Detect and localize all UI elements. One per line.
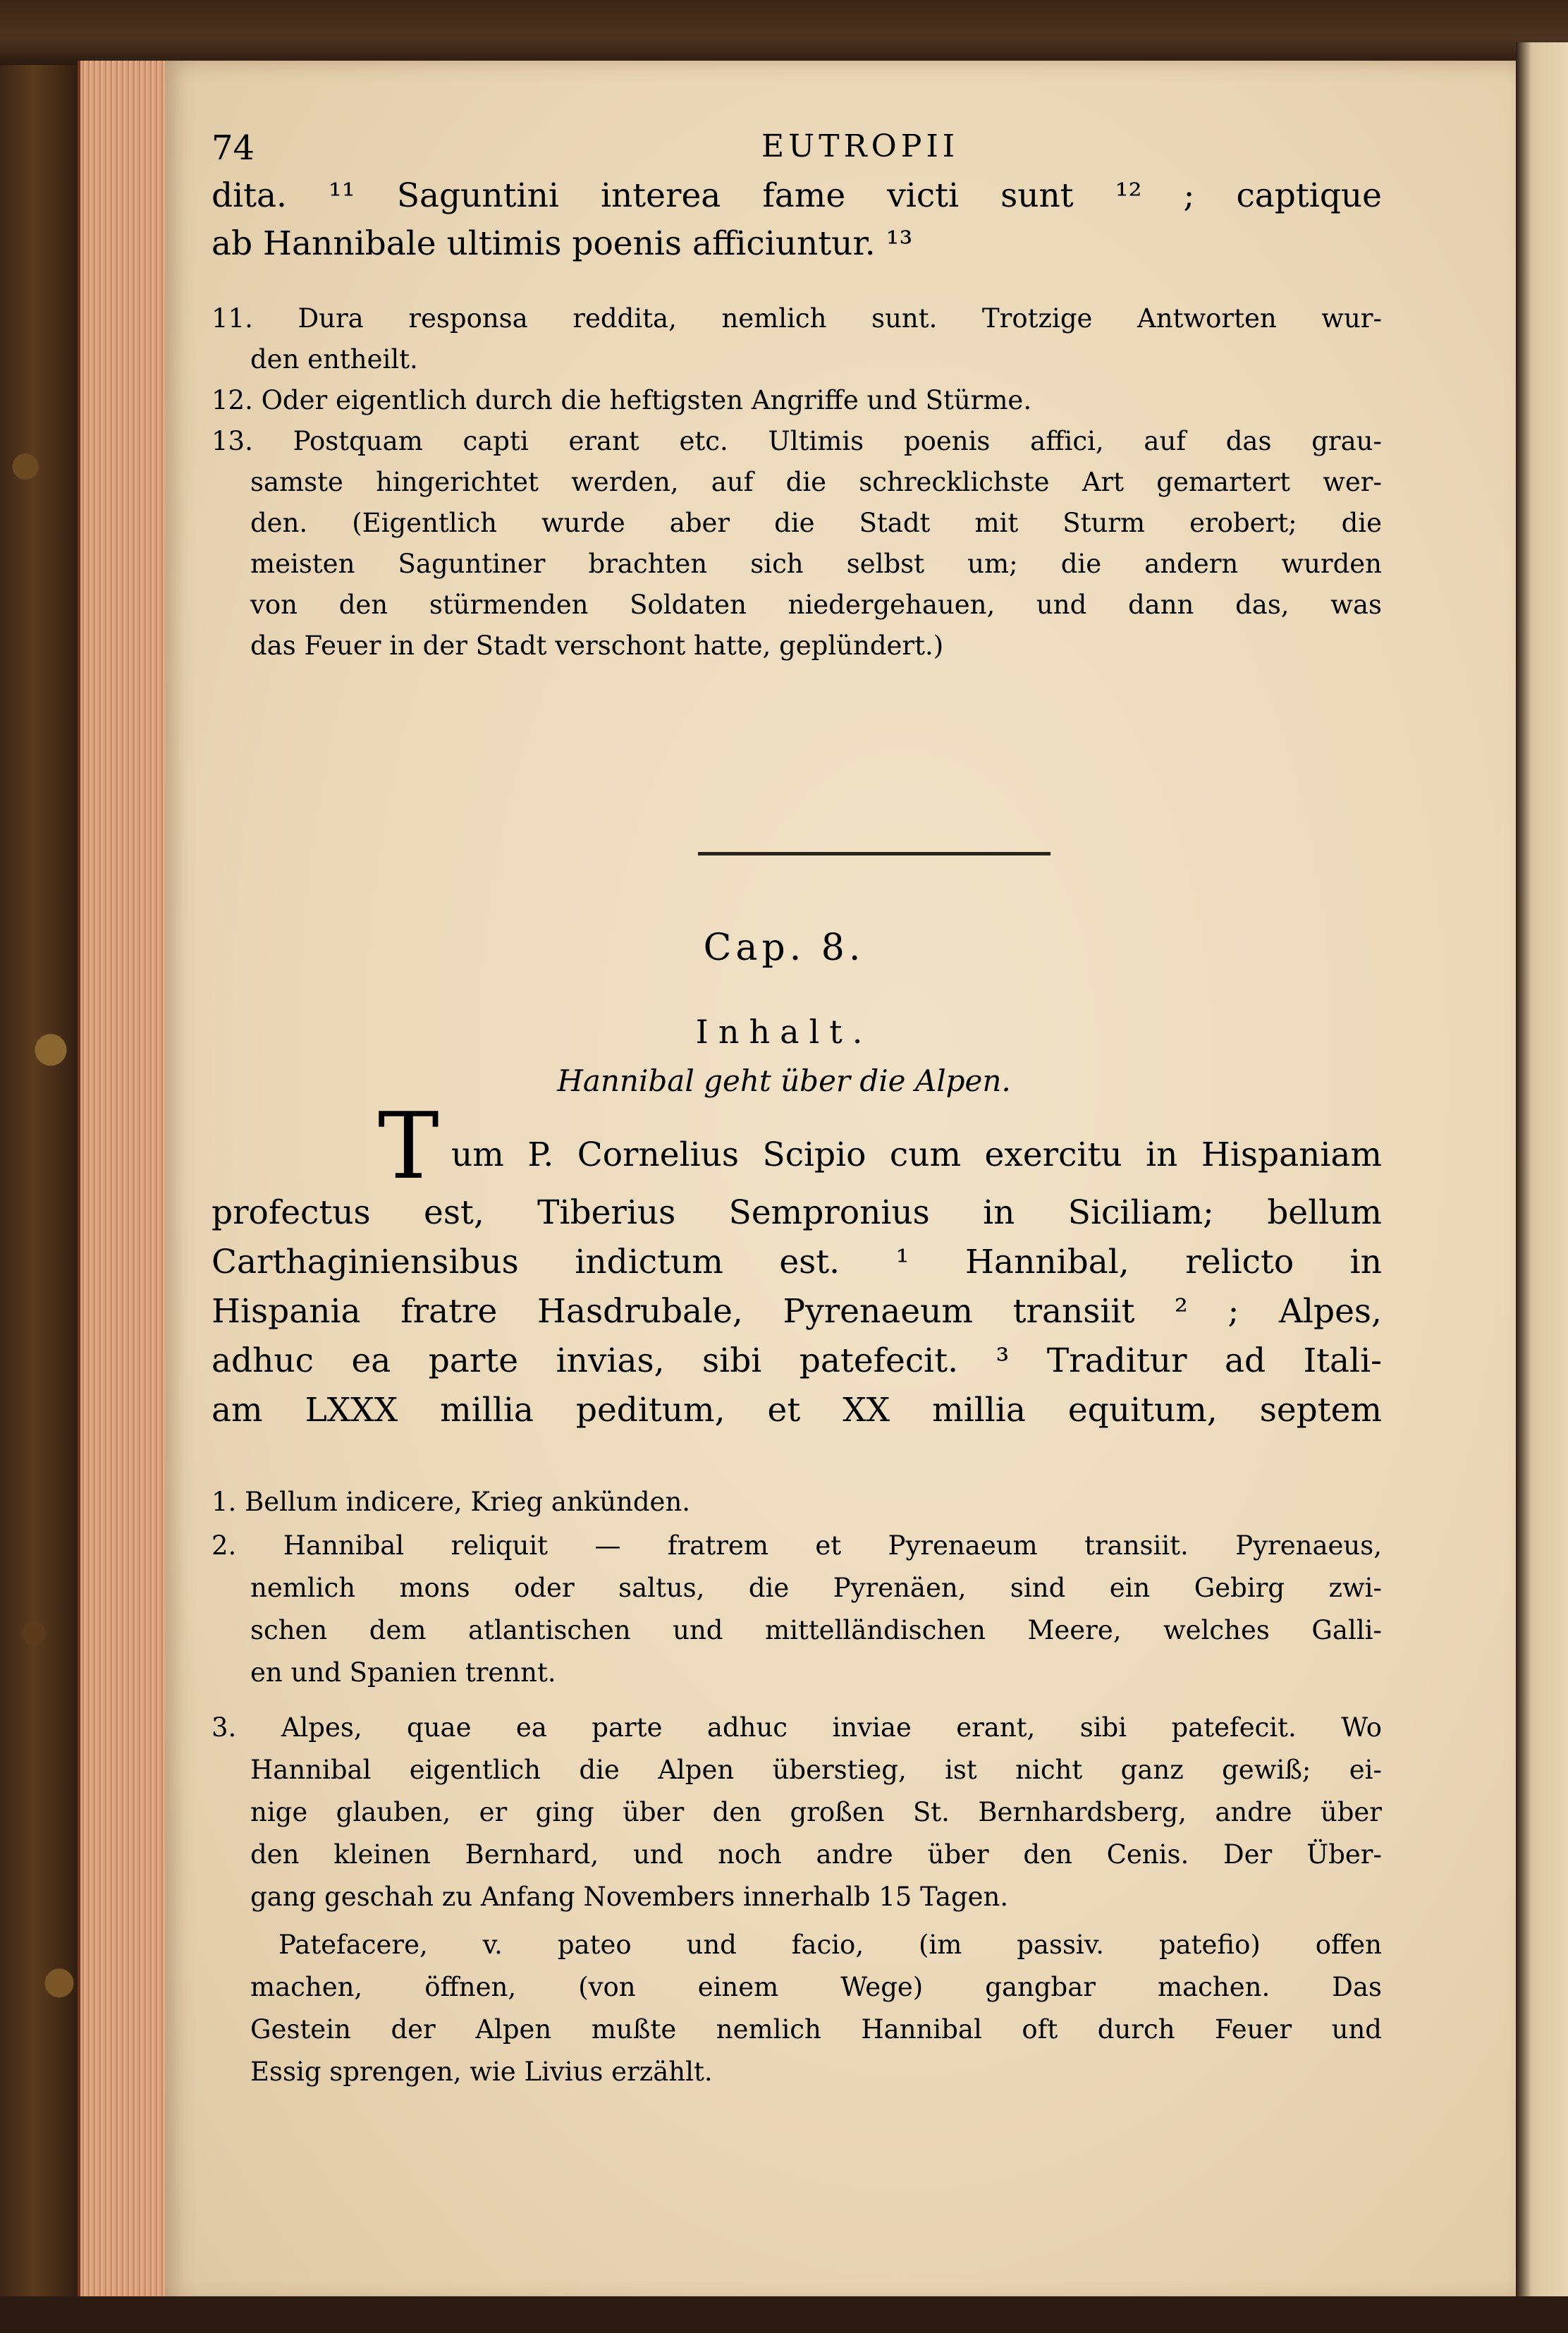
footnote-line: machen, öffnen, (von einem Wege) gangbar machen. Das	[250, 1972, 1382, 2002]
inhalt-label: Inhalt.	[695, 1013, 873, 1051]
body-line: am LXXX millia peditum, et XX millia equitum, septem	[212, 1391, 1382, 1430]
body-line: ab Hannibale ultimis poenis afficiuntur. ¹³	[212, 224, 913, 263]
page-number: 74	[212, 128, 255, 168]
footnote-line: Patefacere, v. pateo und facio, (im passiv. patefio) offen	[278, 1930, 1382, 1960]
footnote-line: nemlich mons oder saltus, die Pyrenäen, sind ein Gebirg zwi-	[250, 1573, 1382, 1603]
footnote-line: meisten Saguntiner brachten sich selbst um; die andern wurden	[250, 549, 1382, 579]
body-line: profectus est, Tiberius Sempronius in Siciliam; bellum	[212, 1193, 1382, 1232]
footnote-line: das Feuer in der Stadt verschont hatte, geplündert.)	[250, 631, 944, 661]
book-cover-edge	[0, 0, 85, 2333]
body-line: dita. ¹¹ Saguntini interea fame victi sunt ¹² ; captique	[212, 176, 1382, 215]
footnote-line: von den stürmenden Soldaten niedergehauen, und dann das, was	[250, 590, 1382, 620]
body-line: Carthaginiensibus indictum est. ¹ Hannibal, relicto in	[212, 1243, 1382, 1281]
footnote-line: 13. Postquam capti erant etc. Ultimis poenis affici, auf das grau-	[212, 426, 1382, 456]
footnote-line: en und Spanien trennt.	[250, 1657, 556, 1688]
footnote-line: Gestein der Alpen mußte nemlich Hannibal oft durch Feuer und	[250, 2014, 1382, 2045]
footnote-line: schen dem atlantischen und mittelländischen Meere, welches Galli-	[250, 1615, 1382, 1645]
footnote-line: Hannibal eigentlich die Alpen überstieg, ist nicht ganz gewiß; ei-	[250, 1755, 1382, 1785]
footnote-line: 2. Hannibal reliquit — fratrem et Pyrenaeum transiit. Pyrenaeus,	[212, 1530, 1382, 1561]
book-bottom-edge	[0, 2296, 1568, 2333]
footnote-line: Essig sprengen, wie Livius erzählt.	[250, 2057, 713, 2087]
footnote-line: den. (Eigentlich wurde aber die Stadt mit Sturm erobert; die	[250, 508, 1382, 538]
body-line: Hispania fratre Hasdrubale, Pyrenaeum transiit ² ; Alpes,	[212, 1292, 1382, 1331]
footnote-line: gang geschah zu Anfang Novembers innerhalb 15 Tagen.	[250, 1882, 1009, 1912]
body-line: adhuc ea parte invias, sibi patefecit. ³ Traditur ad Itali-	[212, 1341, 1382, 1380]
chapter-title: Cap. 8.	[703, 927, 865, 969]
running-head: EUTROPII	[761, 128, 960, 164]
footnote-line: 12. Oder eigentlich durch die heftigsten Angriffe und Stürme.	[212, 385, 1032, 415]
page-stack-edge	[78, 61, 165, 2296]
footnote-line: den entheilt.	[250, 344, 418, 374]
chapter-summary: Hannibal geht über die Alpen.	[557, 1064, 1011, 1098]
drop-cap: T	[378, 1092, 439, 1200]
body-line: um P. Cornelius Scipio cum exercitu in Hispaniam	[451, 1135, 1382, 1174]
book-top-edge	[0, 0, 1568, 65]
footnote-line: 3. Alpes, quae ea parte adhuc inviae erant, sibi patefecit. Wo	[212, 1712, 1382, 1743]
footnote-line: 1. Bellum indicere, Krieg ankünden.	[212, 1487, 691, 1517]
facing-page-edge	[1516, 42, 1568, 2333]
footnote-line: 11. Dura responsa reddita, nemlich sunt. Trotzige Antworten wur-	[212, 303, 1382, 334]
footnote-line: samste hingerichtet werden, auf die schrecklichste Art gemartert wer-	[250, 467, 1382, 497]
section-divider	[698, 852, 1051, 855]
footnote-line: den kleinen Bernhard, und noch andre über den Cenis. Der Über-	[250, 1839, 1382, 1870]
footnote-line: nige glauben, er ging über den großen St. Bernhardsberg, andre über	[250, 1797, 1382, 1827]
